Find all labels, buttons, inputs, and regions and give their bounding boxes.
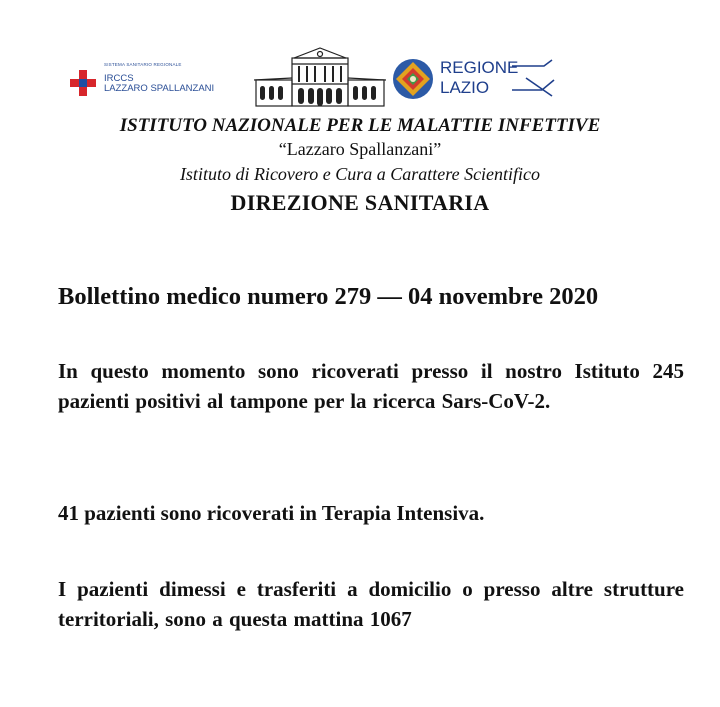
bulletin-title: Bollettino medico numero 279 — 04 novembre 2020 [58,283,599,310]
red-cross-icon [70,70,96,96]
institute-name: “Lazzaro Spallanzani” [278,139,442,159]
lazio-label: LAZIO [440,78,490,97]
regione-lazio-logo [392,56,560,102]
bulletin-paragraph-1: In questo momento sono ricoverati presso il nostro Istituto 245 pazienti positivi al tampone per la ricerca Sars-CoV-2. [58,359,684,413]
regione-swoosh-icon [512,58,558,98]
department-title: DIREZIONE SANITARIA [230,190,490,215]
irccs-logo [68,62,240,98]
bulletin-paragraph-3: I pazienti dimessi e trasferiti a domicilio o presso altre strutture territoriali, sono a questa mattina 1067 [58,577,684,631]
institute-title: ISTITUTO NAZIONALE PER LE MALATTIE INFETTIVE [119,115,601,136]
irccs-name: LAZZARO SPALLANZANI [104,83,215,94]
institute-building-icon [254,44,386,108]
bulletin-paragraph-2: 41 pazienti sono ricoverati in Terapia Intensiva. [58,501,485,525]
irccs-label: IRCCS [104,73,134,84]
regione-lazio-emblem-icon [392,58,434,100]
irccs-small-text: SISTEMA SANITARIO REGIONALE [104,62,182,67]
institute-subtitle: Istituto di Ricovero e Cura a Carattere Scientifico [179,164,541,184]
regione-label: REGIONE [440,58,519,77]
